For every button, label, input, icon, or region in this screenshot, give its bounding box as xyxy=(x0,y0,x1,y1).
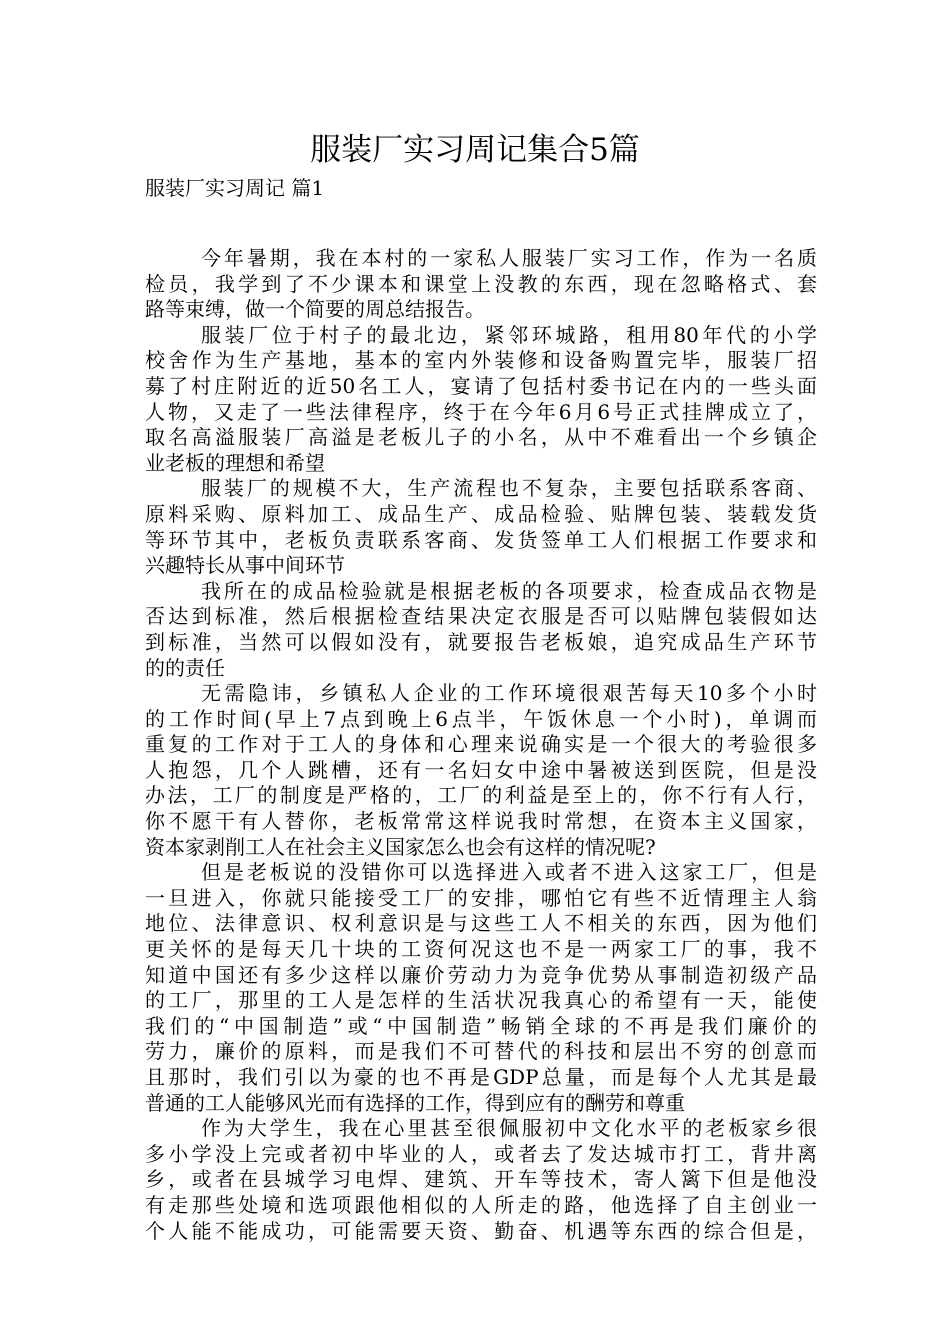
text-line: 兴趣特长从事中间环节 xyxy=(145,553,345,578)
text-line: 服装厂位于村子的最北边，紧邻环城路，租用80年代的小学 xyxy=(201,322,817,347)
text-line: 路等束缚，做一个简要的周总结报告。 xyxy=(145,297,485,322)
document-title: 服装厂实习周记集合5篇 xyxy=(310,132,640,168)
text-line: 地位、法律意识、权利意识是与这些工人不相关的东西，因为他们 xyxy=(145,911,817,936)
text-line: 一旦进入，你就只能接受工厂的安排，哪怕它有些不近情理主人翁 xyxy=(145,885,817,910)
text-line: 的工作时间(早上7点到晚上6点半，午饭休息一个小时)，单调而 xyxy=(145,706,817,731)
text-line: 且那时，我们引以为豪的也不再是GDP总量，而是每个人尤其是最 xyxy=(145,1065,817,1089)
body-text xyxy=(145,246,817,1244)
text-line: 人抱怨，几个人跳槽，还有一名妇女中途中暑被送到医院，但是没 xyxy=(145,757,817,782)
text-line: 重复的工作对于工人的身体和心理来说确实是一个很大的考验很多 xyxy=(145,732,817,757)
text-line: 有走那些处境和选项跟他相似的人所走的路，他选择了自主创业一 xyxy=(145,1192,817,1217)
text-line: 无需隐讳，乡镇私人企业的工作环境很艰苦每天10多个小时 xyxy=(201,681,817,706)
text-line: 否达到标准，然后根据检查结果决定衣服是否可以贴牌包装假如达 xyxy=(145,604,817,629)
text-line: 业老板的理想和希望 xyxy=(145,450,325,475)
text-line: 我所在的成品检验就是根据老板的各项要求，检查成品衣物是 xyxy=(201,578,817,603)
text-line: 原料采购、原料加工、成品生产、成品检验、贴牌包装、装载发货 xyxy=(145,501,817,526)
text-line: 资本家剥削工人在社会主义国家怎么也会有这样的情况呢? xyxy=(145,834,656,859)
text-line: 你不愿干有人替你，老板常常这样说我时常想，在资本主义国家， xyxy=(145,809,817,834)
text-line: 多小学没上完或者初中毕业的人，或者去了发达城市打工，背井离 xyxy=(145,1141,817,1166)
text-line: 乡，或者在县城学习电焊、建筑、开车等技术，寄人篱下但是他没 xyxy=(145,1167,817,1192)
text-line: 劳力，廉价的原料，而是我们不可替代的科技和层出不穷的创意而 xyxy=(145,1039,817,1064)
text-line: 作为大学生，我在心里甚至很佩服初中文化水平的老板家乡很 xyxy=(201,1116,817,1141)
text-line: 到标准，当然可以假如没有，就要报告老板娘，追究成品生产环节 xyxy=(145,629,817,654)
text-line: 等环节其中，老板负责联系客商、发货签单工人们根据工作要求和 xyxy=(145,527,817,552)
text-line: 人物，又走了一些法律程序，终于在今年6月6号正式挂牌成立了， xyxy=(145,399,817,424)
text-line: 服装厂的规模不大，生产流程也不复杂，主要包括联系客商、 xyxy=(201,476,817,501)
text-line: 今年暑期，我在本村的一家私人服装厂实习工作，作为一名质 xyxy=(201,246,817,270)
text-line: 普通的工人能够风光而有选择的工作，得到应有的酬劳和尊重 xyxy=(145,1090,685,1115)
text-line: 我们的“中国制造”或“中国制造”畅销全球的不再是我们廉价的 xyxy=(145,1013,817,1038)
text-line: 但是老板说的没错你可以选择进入或者不进入这家工厂，但是 xyxy=(201,860,817,885)
text-line: 的工厂，那里的工人是怎样的生活状况我真心的希望有一天，能使 xyxy=(145,988,817,1013)
text-line: 个人能不能成功，可能需要天资、勤奋、机遇等东西的综合但是， xyxy=(145,1218,817,1243)
text-line: 取名高溢服装厂高溢是老板儿子的小名，从中不难看出一个乡镇企 xyxy=(145,425,817,450)
section-heading: 服装厂实习周记 篇1 xyxy=(145,176,325,200)
text-line: 办法，工厂的制度是严格的，工厂的利益是至上的，你不行有人行， xyxy=(145,783,817,808)
text-line: 募了村庄附近的近50名工人，宴请了包括村委书记在内的一些头面 xyxy=(145,373,817,398)
text-line: 校舍作为生产基地，基本的室内外装修和设备购置完毕，服装厂招 xyxy=(145,348,817,373)
text-line: 知道中国还有多少这样以廉价劳动力为竞争优势从事制造初级产品 xyxy=(145,962,817,987)
text-line: 检员，我学到了不少课本和课堂上没教的东西，现在忽略格式、套 xyxy=(145,271,817,296)
text-line: 的的责任 xyxy=(145,655,225,680)
text-line: 更关怀的是每天几十块的工资何况这也不是一两家工厂的事，我不 xyxy=(145,937,817,962)
